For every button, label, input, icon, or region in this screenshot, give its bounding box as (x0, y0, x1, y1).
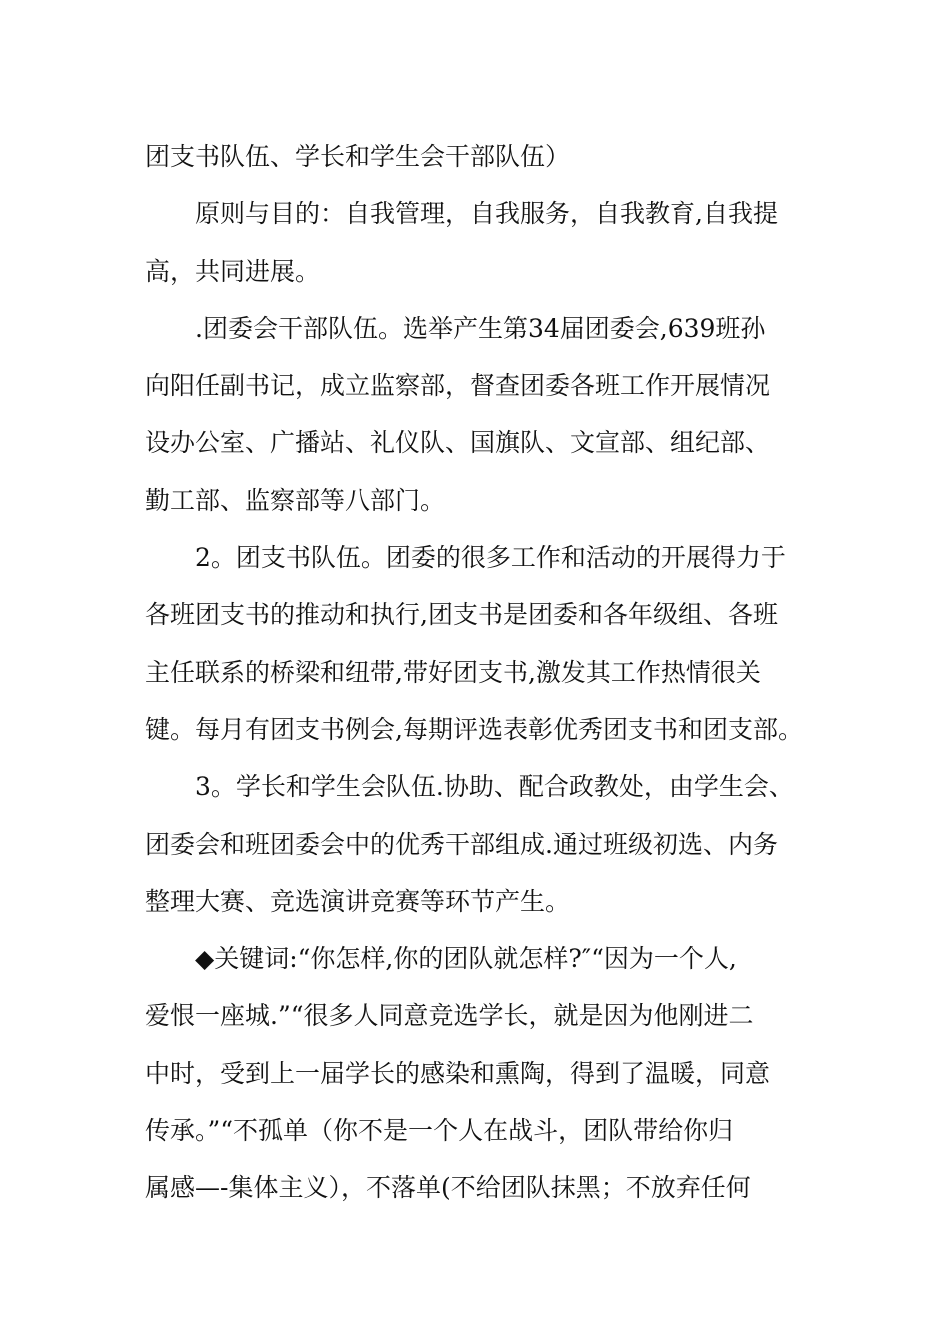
text-line: 主任联系的桥梁和纽带,带好团支书,激发其工作热情很关 (145, 657, 761, 687)
text-line: 中时，受到上一届学长的感染和熏陶，得到了温暖，同意 (145, 1058, 771, 1088)
text-line: 2。团支书队伍。团委的很多工作和活动的开展得力于 (195, 543, 786, 573)
text-line: 设办公室、广播站、礼仪队、国旗队、文宣部、组纪部、 (145, 428, 771, 458)
text-line: 传承。”“不孤单（你不是一个人在战斗，团队带给你归 (145, 1116, 734, 1146)
text-line: 整理大赛、竞选演讲竞赛等环节产生。 (145, 886, 571, 916)
text-line: .团委会干部队伍。选举产生第34届团委会,639班孙 (195, 313, 766, 343)
text-line: 3。学长和学生会队伍.协助、配合政教处，由学生会、 (195, 772, 794, 802)
text-line: 各班团支书的推动和执行,团支书是团委和各年级组、各班 (145, 600, 778, 630)
text-line: 属感—-集体主义），不落单(不给团队抹黑；不放弃任何 (145, 1173, 751, 1203)
text-line: 团委会和班团委会中的优秀干部组成.通过班级初选、内务 (145, 829, 778, 859)
text-line: 向阳任副书记，成立监察部，督查团委各班工作开展情况 (145, 371, 771, 401)
text-line: 原则与目的：自我管理，自我服务，自我教育,自我提 (195, 199, 778, 229)
text-line: 勤工部、监察部等八部门。 (145, 485, 446, 515)
text-line: ◆关键词:“你怎样,你的团队就怎样?″“因为一个人, (195, 944, 737, 974)
text-line: 高，共同进展。 (145, 256, 321, 286)
text-line: 团支书队伍、学长和学生会干部队伍） (145, 142, 571, 171)
text-line: 爱恨一座城.”“很多人同意竞选学长，就是因为他刚进二 (145, 1001, 754, 1031)
text-line: 键。每月有团支书例会,每期评选表彰优秀团支书和团支部。 (145, 714, 803, 744)
document-body (145, 128, 825, 1217)
